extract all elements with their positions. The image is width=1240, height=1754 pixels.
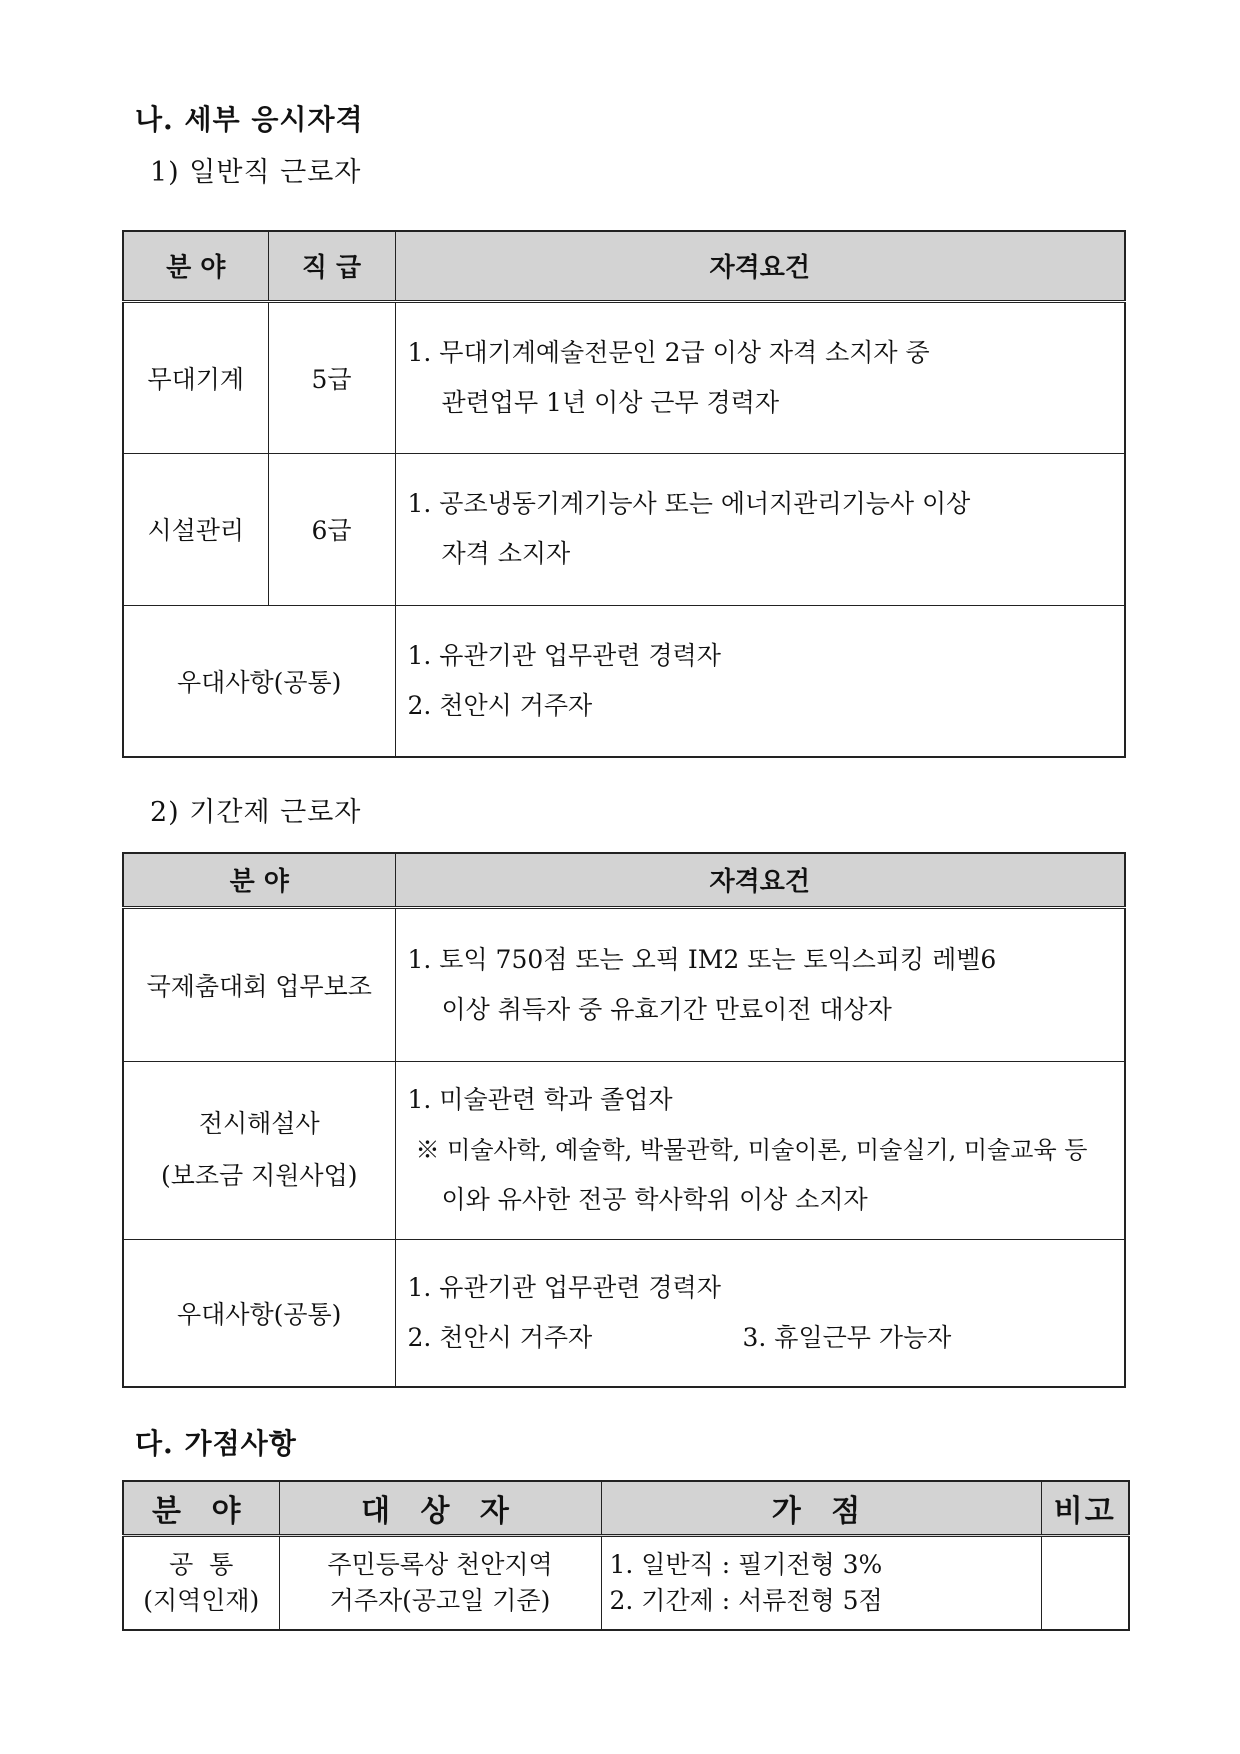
general-worker-table [122,230,1126,758]
section-b-title: 나. 세부 응시자격 [135,103,364,136]
header-points: 가 점 [601,1481,1041,1536]
requirement-line: 1. 토익 750점 또는 오픽 IM2 또는 토익스피킹 레벨6 [407,944,997,974]
points-cell [601,1536,1041,1630]
target-cell [279,1536,601,1630]
preference-label: 우대사항(공통) [123,1239,395,1387]
grade-cell: 5급 [268,301,395,453]
requirement-note: ※ 미술사학, 예술학, 박물관학, 미술이론, 미술실기, 미술교육 등 [415,1136,1088,1164]
preference-items [395,605,1125,757]
requirements-cell [395,301,1125,453]
points-line: 1. 일반직 : 필기전형 3% [609,1549,883,1579]
preference-item: 2. 천안시 거주자 [407,1322,593,1352]
table-row [123,1239,1125,1387]
requirement-line: 이와 유사한 전공 학사학위 이상 소지자 [441,1185,868,1214]
requirements-cell [395,907,1125,1061]
section-c-title: 다. 가점사항 [135,1427,297,1460]
preference-line: 1. 유관기관 업무관련 경력자 [407,1272,721,1302]
field-cell: 시설관리 [123,453,268,605]
requirements-cell [395,1061,1125,1239]
requirement-line: 자격 소지자 [441,539,571,568]
requirements-cell [395,453,1125,605]
table-row [123,1536,1129,1630]
note-cell [1041,1536,1129,1630]
header-requirements: 자격요건 [395,853,1125,907]
field-line: 공 통 [169,1549,234,1579]
field-cell: 무대기계 [123,301,268,453]
header-requirements: 자격요건 [395,231,1125,301]
field-line: (보조금 지원사업) [160,1161,358,1190]
target-line: 거주자(공고일 기준) [329,1585,551,1615]
header-grade: 직 급 [268,231,395,301]
table-row [123,907,1125,1061]
bonus-points-table [122,1480,1130,1631]
target-line: 주민등록상 천안지역 [327,1549,553,1579]
field-line: (지역인재) [143,1585,260,1615]
field-cell [123,1536,279,1630]
field-cell [123,1061,395,1239]
header-target: 대 상 자 [279,1481,601,1536]
general-worker-subtitle: 1) 일반직 근로자 [150,157,362,188]
table-row [123,453,1125,605]
header-note: 비고 [1041,1481,1129,1536]
field-line: 전시해설사 [198,1109,320,1138]
preference-item: 3. 휴일근무 가능자 [742,1322,952,1352]
requirement-line: 1. 미술관련 학과 졸업자 [407,1085,673,1114]
requirement-line: 1. 공조냉동기계기능사 또는 에너지관리기능사 이상 [407,489,971,518]
requirement-line: 관련업무 1년 이상 근무 경력자 [441,387,779,417]
table-row [123,605,1125,757]
table-row [123,301,1125,453]
header-field: 분 야 [123,1481,279,1536]
contract-worker-subtitle: 2) 기간제 근로자 [150,797,362,828]
grade-cell: 6급 [268,453,395,605]
field-cell: 국제춤대회 업무보조 [123,907,395,1061]
preference-line: 2. 천안시 거주자 [407,690,593,720]
preference-line [408,1313,1125,1363]
contract-worker-table [122,852,1126,1388]
preference-items [395,1239,1125,1387]
requirement-line: 이상 취득자 중 유효기간 만료이전 대상자 [441,994,892,1024]
points-line: 2. 기간제 : 서류전형 5점 [609,1585,883,1615]
header-field: 분 야 [123,853,395,907]
requirement-line: 1. 무대기계예술전문인 2급 이상 자격 소지자 중 [407,337,930,367]
preference-label: 우대사항(공통) [123,605,395,757]
header-field: 분 야 [123,231,268,301]
preference-line: 1. 유관기관 업무관련 경력자 [407,640,721,670]
table-row [123,1061,1125,1239]
